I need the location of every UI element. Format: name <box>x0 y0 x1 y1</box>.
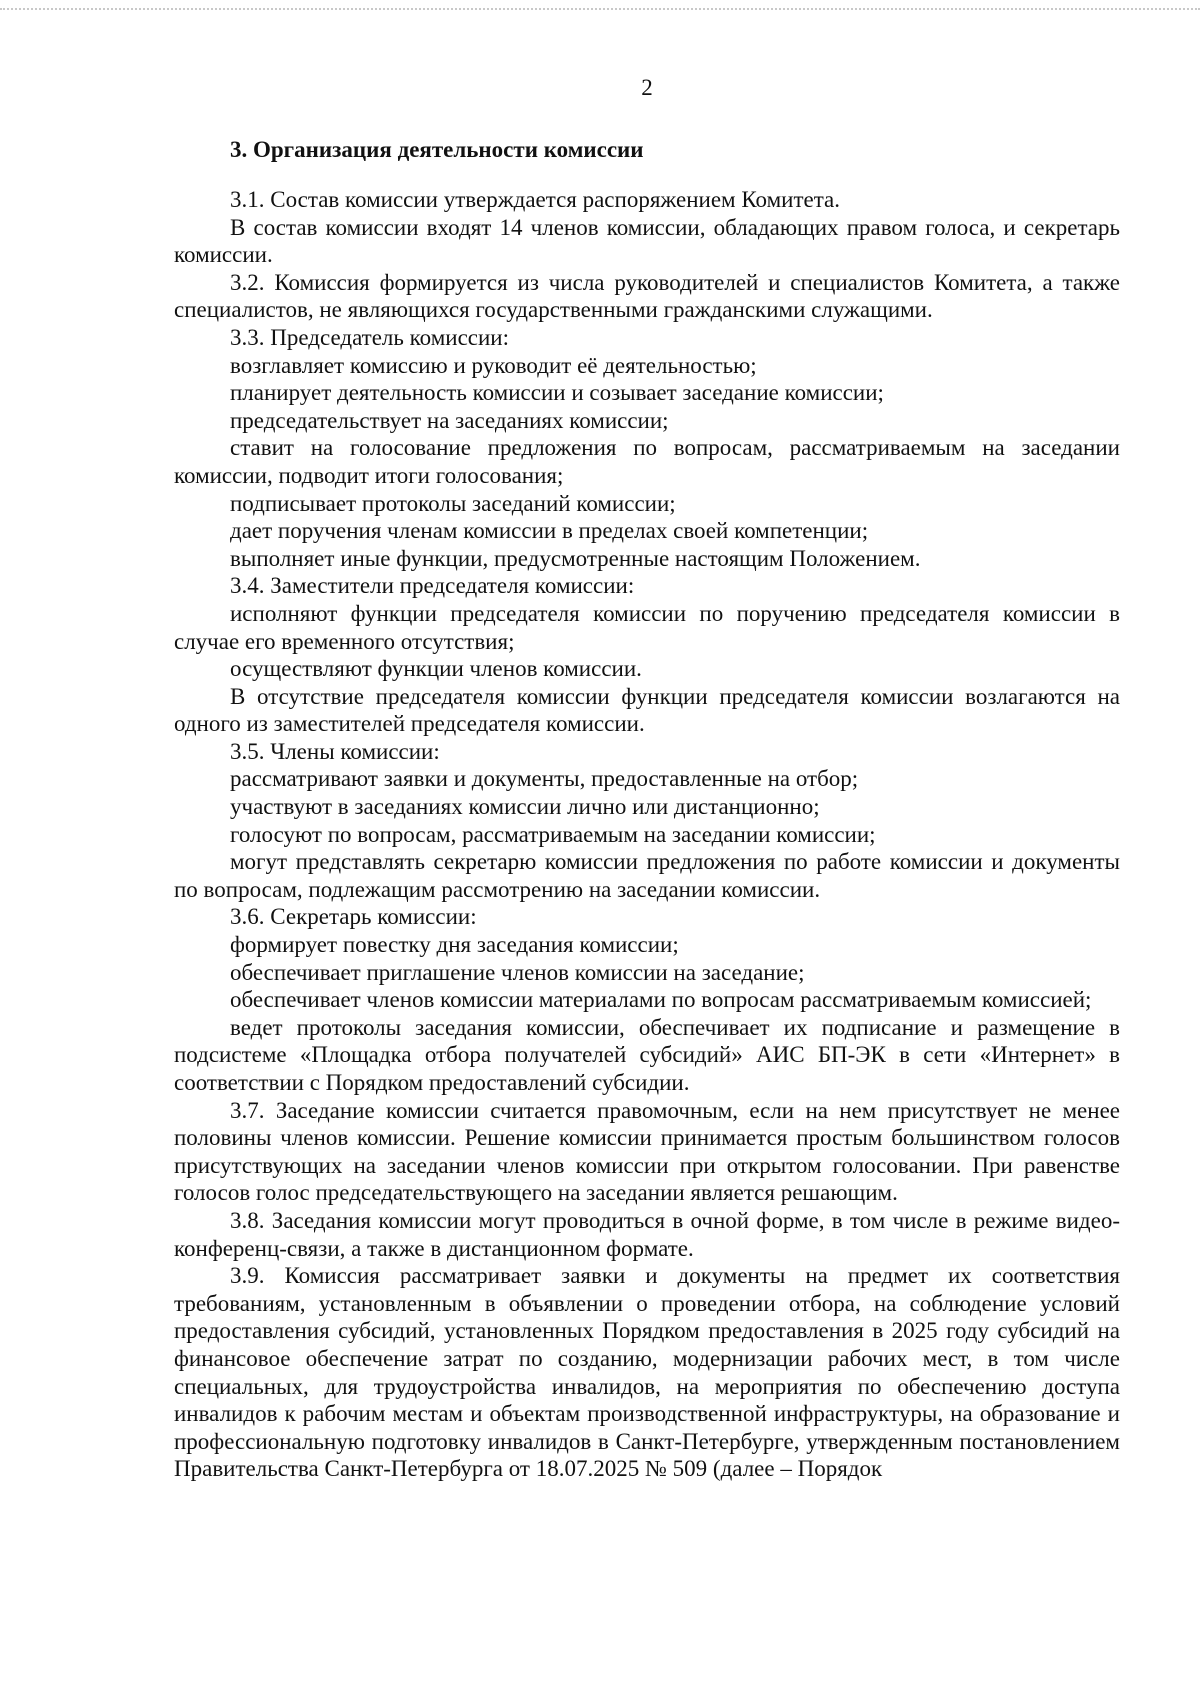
paragraph: планирует деятельность комиссии и созывает заседание комиссии; <box>230 380 884 406</box>
paragraph: 3.3. Председатель комиссии: <box>230 324 510 350</box>
paragraph: 3.9. Комиссия рассматривает заявки и документы на предмет их соответствия требованиям, установленным в объявлении о проведении отбора, на соблюдение условий предоставления субсидий, установленных Порядком предоставления в 2025 году субсидий на финансовое обеспечение затрат по созданию, модернизации рабочих мест, в том числе специальных, для трудоустройства инвалидов, на мероприятия по обеспечению доступа инвалидов к рабочим местам и объектам производственной инфраструктуры, на образование и профессиональную подготовку инвалидов в Санкт-Петербурге, утвержденным постановлением Правительства Санкт-Петербурга от 18.07.2025 № 509 (далее – Порядок <box>174 1263 1120 1482</box>
paragraph: 3.7. Заседание комиссии считается правомочным, если на нем присутствует не менее половины членов комиссии. Решение комиссии принимается простым большинством голосов присутствующих на заседании членов комиссии при открытом голосовании. При равенстве голосов голос председательствующего на заседании является решающим. <box>174 1097 1120 1206</box>
paragraph: ведет протоколы заседания комиссии, обеспечивает их подписание и размещение в подсистеме «Площадка отбора получателей субсидий» АИС БП-ЭК в сети «Интернет» в соответствии с Порядком предоставлений субсидии. <box>174 1014 1120 1095</box>
paragraph: председательствует на заседаниях комиссии; <box>230 407 669 433</box>
paragraph: В отсутствие председателя комиссии функции председателя комиссии возлагаются на одного из заместителей председателя комиссии. <box>174 683 1120 737</box>
paragraph: 3.8. Заседания комиссии могут проводиться в очной форме, в том числе в режиме видео-конференц-связи, а также в дистанционном формате. <box>174 1207 1120 1261</box>
paragraph: 3.6. Секретарь комиссии: <box>230 904 477 930</box>
paragraph: 3.1. Состав комиссии утверждается распоряжением Комитета. <box>230 187 841 212</box>
paragraph: исполняют функции председателя комиссии по поручению председателя комиссии в случае его временного отсутствия; <box>174 600 1120 654</box>
paragraph: голосуют по вопросам, рассматриваемым на заседании комиссии; <box>230 821 876 847</box>
paragraph: рассматривают заявки и документы, предоставленные на отбор; <box>230 766 859 792</box>
paragraph: осуществляют функции членов комиссии. <box>230 656 642 682</box>
paragraph: дает поручения членам комиссии в пределах своей компетенции; <box>230 518 869 544</box>
paragraph: возглавляет комиссию и руководит её деятельностью; <box>230 352 757 378</box>
paragraph: участвуют в заседаниях комиссии лично или дистанционно; <box>230 794 820 820</box>
paragraph: 3.4. Заместители председателя комиссии: <box>230 573 635 599</box>
paragraph: ставит на голосование предложения по вопросам, рассматриваемым на заседании комиссии, подводит итоги голосования; <box>174 435 1120 488</box>
paragraph: обеспечивает приглашение членов комиссии на заседание; <box>230 959 805 985</box>
paragraph: В состав комиссии входят 14 членов комиссии, обладающих правом голоса, и секретарь комиссии. <box>174 214 1120 268</box>
paragraph: могут представлять секретарю комиссии предложения по работе комиссии и документы по вопросам, подлежащим рассмотрению на заседании комиссии. <box>174 849 1120 902</box>
scan-edge-artifact <box>0 8 1200 10</box>
paragraph: 3.5. Члены комиссии: <box>230 738 440 764</box>
section-body <box>174 186 1120 1483</box>
paragraph: обеспечивает членов комиссии материалами по вопросам рассматриваемым комиссией; <box>230 987 1092 1013</box>
paragraph: выполняет иные функции, предусмотренные настоящим Положением. <box>230 545 921 571</box>
paragraph: 3.2. Комиссия формируется из числа руководителей и специалистов Комитета, а также специалистов, не являющихся государственными гражданскими служащими. <box>174 269 1120 323</box>
paragraph: подписывает протоколы заседаний комиссии; <box>230 490 676 516</box>
page-number: 2 <box>641 75 653 100</box>
paragraph: формирует повестку дня заседания комиссии; <box>230 932 679 958</box>
section-title: 3. Организация деятельности комиссии <box>230 137 644 162</box>
